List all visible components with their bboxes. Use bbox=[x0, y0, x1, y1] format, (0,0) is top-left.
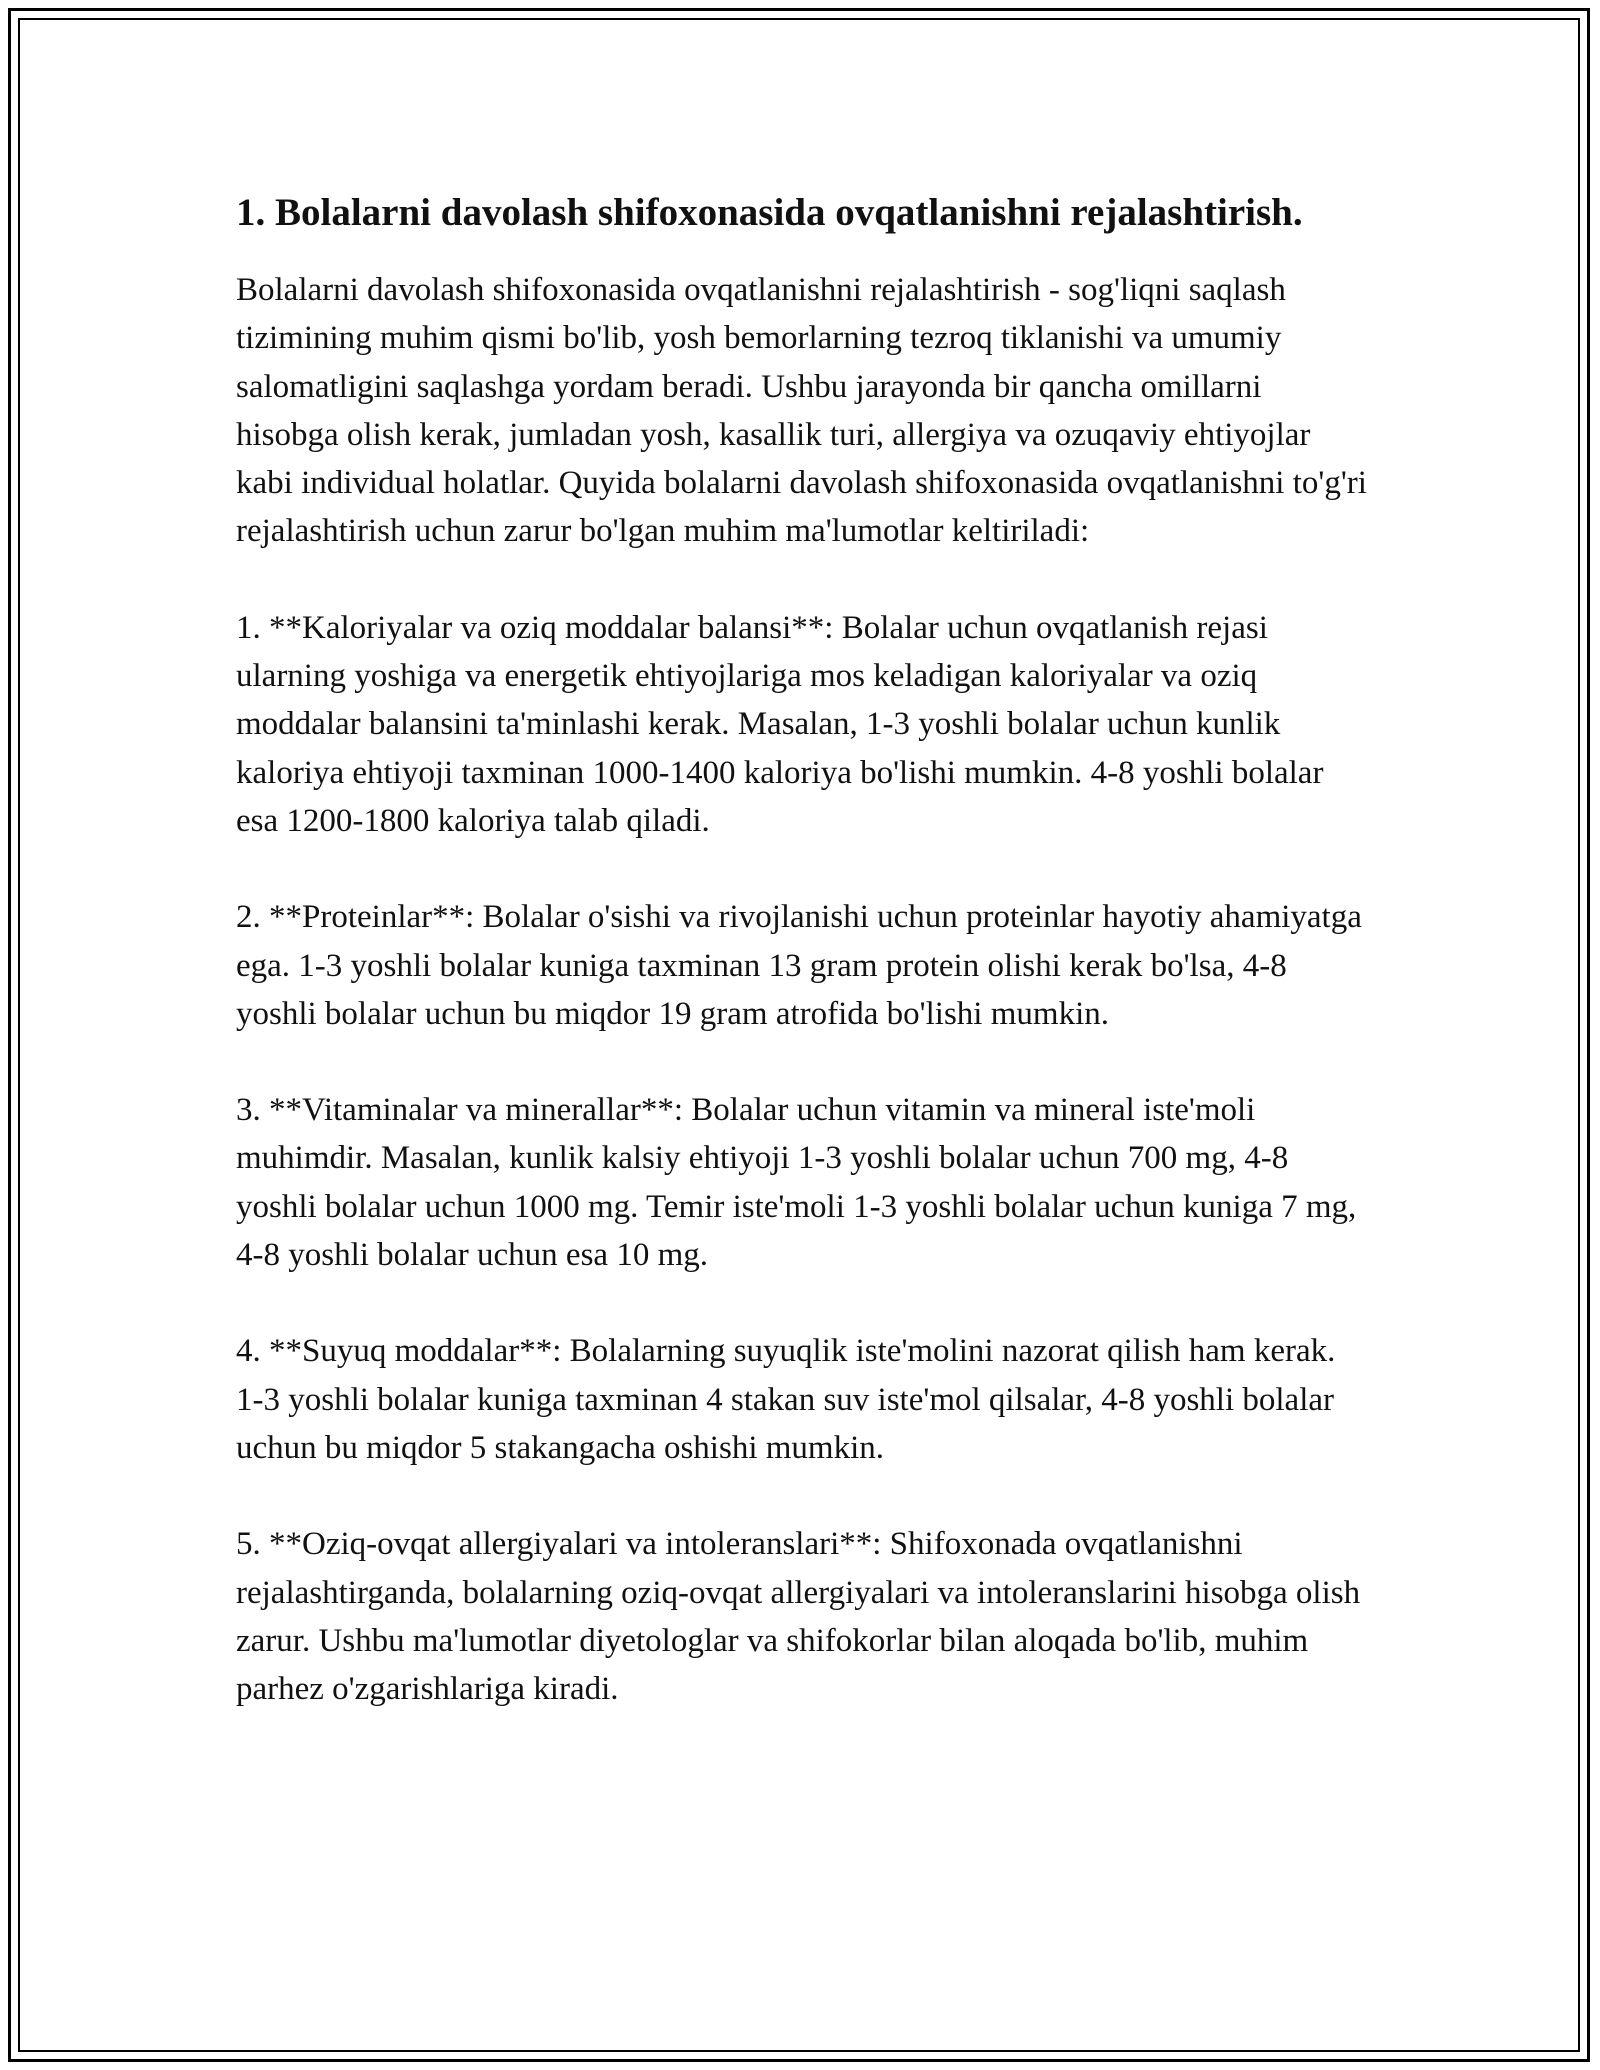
paragraph-calories: 1. **Kaloriyalar va oziq moddalar balansi**: Bolalar uchun ovqatlanish rejasi ularning yoshiga va energetik ehtiyojlariga mos keladigan kaloriyalar va oziq moddalar balansini ta'minlashi kerak. Masalan, 1-3 yoshli bolalar uchun kunlik kaloriya ehtiyoji taxminan 1000-1400 kaloriya bo'lishi mumkin. 4-8 yoshli bolalar esa 1200-1800 kaloriya talab qiladi. bbox=[236, 609, 1324, 839]
paragraph-vitamins: 3. **Vitaminalar va minerallar**: Bolalar uchun vitamin va mineral iste'moli muhimdir. Masalan, kunlik kalsiy ehtiyoji 1-3 yoshli bolalar uchun 700 mg, 4-8 yoshli bolalar uchun 1000 mg. Temir iste'moli 1-3 yoshli bolalar uchun kuniga 7 mg, 4-8 yoshli bolalar uchun esa 10 mg. bbox=[236, 1092, 1357, 1274]
paragraph-proteins: 2. **Proteinlar**: Bolalar o'sishi va rivojlanishi uchun proteinlar hayotiy ahamiyatga ega. 1-3 yoshli bolalar kuniga taxminan 13 gram protein olishi kerak bo'lsa, 4-8 yoshli bolalar uchun bu miqdor 19 gram atrofida bo'lishi mumkin. bbox=[236, 899, 1362, 1032]
paragraph-allergies: 5. **Oziq-ovqat allergiyalari va intoleranslari**: Shifoxonada ovqatlanishni rejalashtirganda, bolalarning oziq-ovqat allergiyalari va intoleranslarini hisobga olish zarur. Ushbu ma'lumotlar diyetologlar va shifokorlar bilan aloqada bo'lib, muhim parhez o'zgarishlariga kiradi. bbox=[236, 1526, 1361, 1708]
section-heading: 1. Bolalarni davolash shifoxonasida ovqatlanishni rejalashtirish. bbox=[236, 191, 1303, 234]
intro-paragraph: Bolalarni davolash shifoxonasida ovqatlanishni rejalashtirish - sog'liqni saqlash tizimining muhim qismi bo'lib, yosh bemorlarning tezroq tiklanishi va umumiy salomatligini saqlashga yordam beradi. Ushbu jarayonda bir qancha omillarni hisobga olish kerak, jumladan yosh, kasallik turi, allergiya va ozuqaviy ehtiyojlar kabi individual holatlar. Quyida bolalarni davolash shifoxonasida ovqatlanishni to'g'ri rejalashtirish uchun zarur bo'lgan muhim ma'lumotlar keltiriladi: bbox=[236, 272, 1367, 550]
document-body bbox=[236, 186, 1371, 1713]
paragraph-fluids: 4. **Suyuq moddalar**: Bolalarning suyuqlik iste'molini nazorat qilish ham kerak. 1-3 yoshli bolalar kuniga taxminan 4 stakan suv iste'mol qilsalar, 4-8 yoshli bolalar uchun bu miqdor 5 stakangacha oshishi mumkin. bbox=[236, 1333, 1336, 1466]
